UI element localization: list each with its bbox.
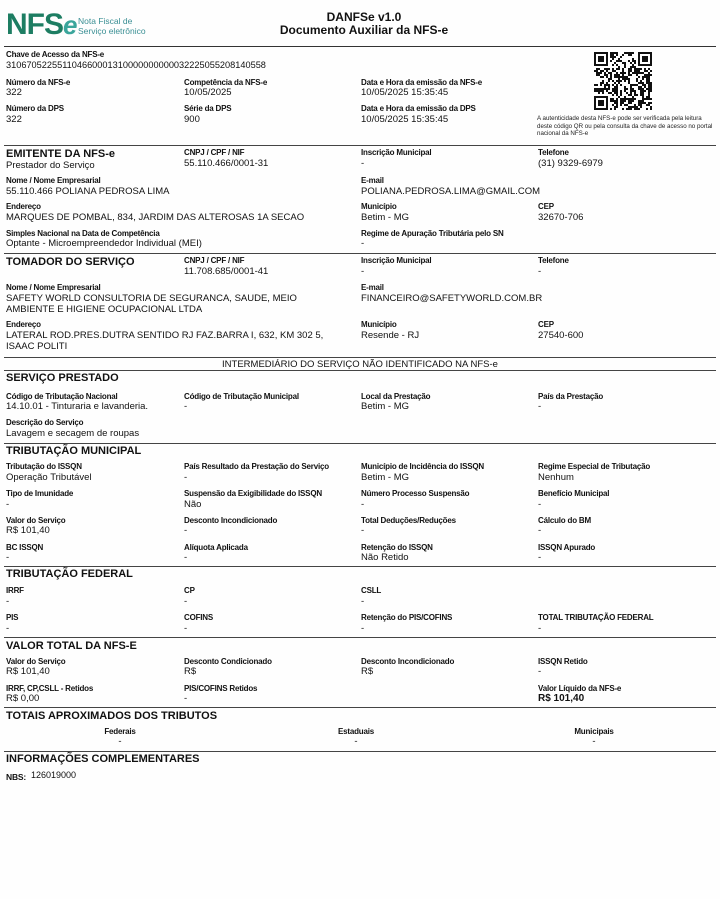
benef-label: Benefício Municipal bbox=[538, 489, 610, 498]
tomador-nome-line1: SAFETY WORLD CONSULTORIA DE SEGURANCA, SAUDE, MEIO bbox=[6, 293, 297, 304]
servico-title: SERVIÇO PRESTADO bbox=[6, 372, 119, 384]
vt-valor-label: Valor do Serviço bbox=[6, 657, 66, 666]
divider bbox=[4, 370, 716, 371]
totais-est-label: Estaduais bbox=[338, 727, 374, 736]
proc-value: - bbox=[361, 499, 365, 510]
regime-sn-label: Regime de Apuração Tributária pelo SN bbox=[361, 229, 504, 238]
vt-irrf-label: IRRF, CP,CSLL - Retidos bbox=[6, 684, 94, 693]
vt-pis-value: - bbox=[184, 693, 188, 704]
valor-servico-value: R$ 101,40 bbox=[6, 525, 50, 536]
tomador-tel-label: Telefone bbox=[538, 256, 569, 265]
intermediario-notice: INTERMEDIÁRIO DO SERVIÇO NÃO IDENTIFICADO NA NFS-e bbox=[222, 359, 498, 370]
vt-desc-cond-value: R$ bbox=[184, 666, 197, 677]
aliquota-value: - bbox=[184, 552, 188, 563]
deducoes-value: - bbox=[361, 525, 365, 536]
ret-pis-label: Retenção do PIS/COFINS bbox=[361, 613, 453, 622]
vt-desc-cond-label: Desconto Condicionado bbox=[184, 657, 272, 666]
desc-label: Descrição do Serviço bbox=[6, 418, 84, 427]
cod-nac-value: 14.10.01 - Tinturaria e lavanderia. bbox=[6, 401, 149, 412]
pais-res-label: País Resultado da Prestação do Serviço bbox=[184, 462, 329, 471]
emitente-im-label: Inscrição Municipal bbox=[361, 148, 432, 157]
tomador-end-line2: ISAAC POLITI bbox=[6, 341, 68, 352]
document-header bbox=[4, 6, 716, 47]
logo-sub-line2: Serviço eletrônico bbox=[78, 26, 146, 36]
divider bbox=[4, 357, 716, 358]
totais-title: TOTAIS APROXIMADOS DOS TRIBUTOS bbox=[6, 710, 218, 722]
tomador-email-value: FINANCEIRO@SAFETYWORLD.COM.BR bbox=[361, 293, 543, 304]
mun-inc-label: Município de Incidência do ISSQN bbox=[361, 462, 484, 471]
info-title: INFORMAÇÕES COMPLEMENTARES bbox=[6, 753, 200, 765]
subtitle-line: Documento Auxiliar da NFS-e bbox=[279, 23, 449, 37]
emitente-cep-label: CEP bbox=[538, 202, 554, 211]
imun-label: Tipo de Imunidade bbox=[6, 489, 74, 498]
irrf-value: - bbox=[6, 596, 10, 607]
competencia-label: Competência da NFS-e bbox=[184, 78, 268, 87]
regime-esp-value: Nenhum bbox=[538, 472, 574, 483]
tomador-mun-label: Município bbox=[361, 320, 397, 329]
tomador-im-label: Inscrição Municipal bbox=[361, 256, 432, 265]
simples-label: Simples Nacional na Data de Competência bbox=[6, 229, 160, 238]
vt-liquido-label: Valor Líquido da NFS-e bbox=[538, 684, 622, 693]
tomador-end-label: Endereço bbox=[6, 320, 41, 329]
serie-dps-label: Série da DPS bbox=[184, 104, 232, 113]
issqn-apurado-value: - bbox=[538, 552, 542, 563]
pais-value: - bbox=[538, 401, 542, 412]
emitente-cep-value: 32670-706 bbox=[538, 212, 584, 223]
pis-value: - bbox=[6, 623, 10, 634]
tomador-cep-value: 27540-600 bbox=[538, 330, 584, 341]
nbs-value: 126019000 bbox=[31, 770, 77, 780]
logo-subtitle bbox=[78, 16, 168, 36]
totais-fed-label: Federais bbox=[104, 727, 136, 736]
numero-nfse-value: 322 bbox=[6, 87, 22, 98]
susp-label: Suspensão da Exigibilidade do ISSQN bbox=[184, 489, 322, 498]
vt-irrf-value: R$ 0,00 bbox=[6, 693, 40, 704]
vt-valor-value: R$ 101,40 bbox=[6, 666, 50, 677]
emitente-email-label: E-mail bbox=[361, 176, 384, 185]
emissao-dps-label: Data e Hora da emissão da DPS bbox=[361, 104, 476, 113]
simples-value: Optante - Microempreendedor Individual (MEI) bbox=[6, 238, 202, 249]
mun-inc-value: Betim - MG bbox=[361, 472, 410, 483]
totais-fed-value: - bbox=[118, 736, 122, 747]
divider bbox=[4, 253, 716, 254]
emitente-email-value: POLIANA.PEDROSA.LIMA@GMAIL.COM bbox=[361, 186, 541, 197]
csll-label: CSLL bbox=[361, 586, 382, 595]
emissao-nfse-label: Data e Hora da emissão da NFS-e bbox=[361, 78, 482, 87]
aliquota-label: Alíquota Aplicada bbox=[184, 543, 248, 552]
emitente-tel-value: (31) 9329-6979 bbox=[538, 158, 603, 169]
total-fed-value: - bbox=[538, 623, 542, 634]
divider bbox=[4, 707, 716, 708]
cp-value: - bbox=[184, 596, 188, 607]
logo-sub-line1: Nota Fiscal de bbox=[78, 16, 133, 26]
cod-mun-value: - bbox=[184, 401, 188, 412]
cofins-value: - bbox=[184, 623, 188, 634]
numero-nfse-label: Número da NFS-e bbox=[6, 78, 71, 87]
cofins-label: COFINS bbox=[184, 613, 214, 622]
emitente-im-value: - bbox=[361, 158, 365, 169]
regime-esp-label: Regime Especial de Tributação bbox=[538, 462, 651, 471]
emitente-title: EMITENTE DA NFS-e bbox=[6, 148, 115, 160]
pais-res-value: - bbox=[184, 472, 188, 483]
imun-value: - bbox=[6, 499, 10, 510]
divider bbox=[4, 637, 716, 638]
tomador-im-value: - bbox=[361, 266, 365, 277]
qr-authenticity-note: A autenticidade desta NFS-e pode ser verificada pela leitura deste código QR ou pela consulta da chave de acesso no portal nacional da NFS-e bbox=[537, 115, 713, 138]
title-line: DANFSe v1.0 bbox=[326, 10, 402, 24]
competencia-value: 10/05/2025 bbox=[184, 87, 232, 98]
tomador-cnpj-value: 11.708.685/0001-41 bbox=[184, 266, 269, 277]
tomador-tel-value: - bbox=[538, 266, 542, 277]
calc-bm-value: - bbox=[538, 525, 542, 536]
divider bbox=[4, 443, 716, 444]
emitente-role: Prestador do Serviço bbox=[6, 160, 95, 171]
totais-mun-label: Municipais bbox=[574, 727, 614, 736]
tomador-end-line1: LATERAL ROD.PRES.DUTRA SENTIDO RJ FAZ.BARRA I, 632, KM 302 5, bbox=[6, 330, 324, 341]
emitente-mun-value: Betim - MG bbox=[361, 212, 410, 223]
divider bbox=[4, 145, 716, 146]
emitente-cnpj-label: CNPJ / CPF / NIF bbox=[184, 148, 245, 157]
tomador-cep-label: CEP bbox=[538, 320, 554, 329]
irrf-label: IRRF bbox=[6, 586, 24, 595]
total-fed-label: TOTAL TRIBUTAÇÃO FEDERAL bbox=[538, 613, 654, 622]
tomador-email-label: E-mail bbox=[361, 283, 384, 292]
cod-nac-label: Código de Tributação Nacional bbox=[6, 392, 118, 401]
chave-value: 31067052255110466000131000000000003222505520814055​8 bbox=[6, 60, 266, 70]
divider bbox=[4, 751, 716, 752]
valor-total-title: VALOR TOTAL DA NFS-E bbox=[6, 640, 137, 652]
csll-value: - bbox=[361, 596, 365, 607]
vt-desc-incond-value: R$ bbox=[361, 666, 374, 677]
serie-dps-value: 900 bbox=[184, 114, 200, 125]
logo-text: NFSe bbox=[6, 8, 77, 41]
pais-label: País da Prestação bbox=[538, 392, 604, 401]
tomador-nome-line2: AMBIENTE E HIGIENE OCUPACIONAL LTDA bbox=[6, 304, 203, 315]
emitente-cnpj-value: 55.110.466/0001-31 bbox=[184, 158, 269, 169]
trib-issqn-label: Tributação do ISSQN bbox=[6, 462, 82, 471]
emitente-nome-label: Nome / Nome Empresarial bbox=[6, 176, 101, 185]
local-value: Betim - MG bbox=[361, 401, 410, 412]
desc-value: Lavagem e secagem de roupas bbox=[6, 428, 140, 439]
valor-servico-label: Valor do Serviço bbox=[6, 516, 66, 525]
emitente-end-label: Endereço bbox=[6, 202, 41, 211]
desc-incond-value: - bbox=[184, 525, 188, 536]
bc-issqn-value: - bbox=[6, 552, 10, 563]
pis-label: PIS bbox=[6, 613, 19, 622]
emissao-dps-value: 10/05/2025 15:35:45 bbox=[361, 114, 449, 125]
totais-mun-value: - bbox=[592, 736, 596, 747]
nbs-label: NBS: bbox=[6, 772, 26, 782]
qr-code bbox=[594, 52, 652, 110]
trib-fed-title: TRIBUTAÇÃO FEDERAL bbox=[6, 568, 133, 580]
vt-pis-label: PIS/COFINS Retidos bbox=[184, 684, 258, 693]
numero-dps-value: 322 bbox=[6, 114, 22, 125]
vt-iss-ret-value: - bbox=[538, 666, 542, 677]
chave-label: Chave de Acesso da NFS-e bbox=[6, 50, 105, 59]
tomador-cnpj-label: CNPJ / CPF / NIF bbox=[184, 256, 245, 265]
logo-e: e bbox=[63, 10, 77, 40]
calc-bm-label: Cálculo do BM bbox=[538, 516, 591, 525]
totais-est-value: - bbox=[354, 736, 358, 747]
vt-desc-incond-label: Desconto Incondicionado bbox=[361, 657, 455, 666]
proc-label: Número Processo Suspensão bbox=[361, 489, 470, 498]
divider bbox=[4, 566, 716, 567]
regime-sn-value: - bbox=[361, 238, 365, 249]
local-label: Local da Prestação bbox=[361, 392, 431, 401]
ret-pis-value: - bbox=[361, 623, 365, 634]
emitente-nome-value: 55.110.466 POLIANA PEDROSA LIMA bbox=[6, 186, 170, 197]
tomador-mun-value: Resende - RJ bbox=[361, 330, 420, 341]
bc-issqn-label: BC ISSQN bbox=[6, 543, 44, 552]
cod-mun-label: Código de Tributação Municipal bbox=[184, 392, 299, 401]
issqn-apurado-label: ISSQN Apurado bbox=[538, 543, 596, 552]
tomador-nome-label: Nome / Nome Empresarial bbox=[6, 283, 101, 292]
cp-label: CP bbox=[184, 586, 195, 595]
ret-issqn-label: Retenção do ISSQN bbox=[361, 543, 433, 552]
benef-value: - bbox=[538, 499, 542, 510]
emitente-end-value: MARQUES DE POMBAL, 834, JARDIM DAS ALTEROSAS 1A SECAO bbox=[6, 212, 305, 223]
desc-incond-label: Desconto Incondicionado bbox=[184, 516, 278, 525]
trib-mun-title: TRIBUTAÇÃO MUNICIPAL bbox=[6, 445, 142, 457]
emissao-nfse-value: 10/05/2025 15:35:45 bbox=[361, 87, 449, 98]
document-title bbox=[244, 11, 484, 37]
emitente-mun-label: Município bbox=[361, 202, 397, 211]
trib-issqn-value: Operação Tributável bbox=[6, 472, 92, 483]
numero-dps-label: Número da DPS bbox=[6, 104, 64, 113]
susp-value: Não bbox=[184, 499, 202, 510]
emitente-tel-label: Telefone bbox=[538, 148, 569, 157]
deducoes-label: Total Deduções/Reduções bbox=[361, 516, 456, 525]
vt-liquido-value: R$ 101,40 bbox=[538, 693, 585, 704]
vt-iss-ret-label: ISSQN Retido bbox=[538, 657, 588, 666]
ret-issqn-value: Não Retido bbox=[361, 552, 409, 563]
tomador-title: TOMADOR DO SERVIÇO bbox=[6, 256, 135, 268]
